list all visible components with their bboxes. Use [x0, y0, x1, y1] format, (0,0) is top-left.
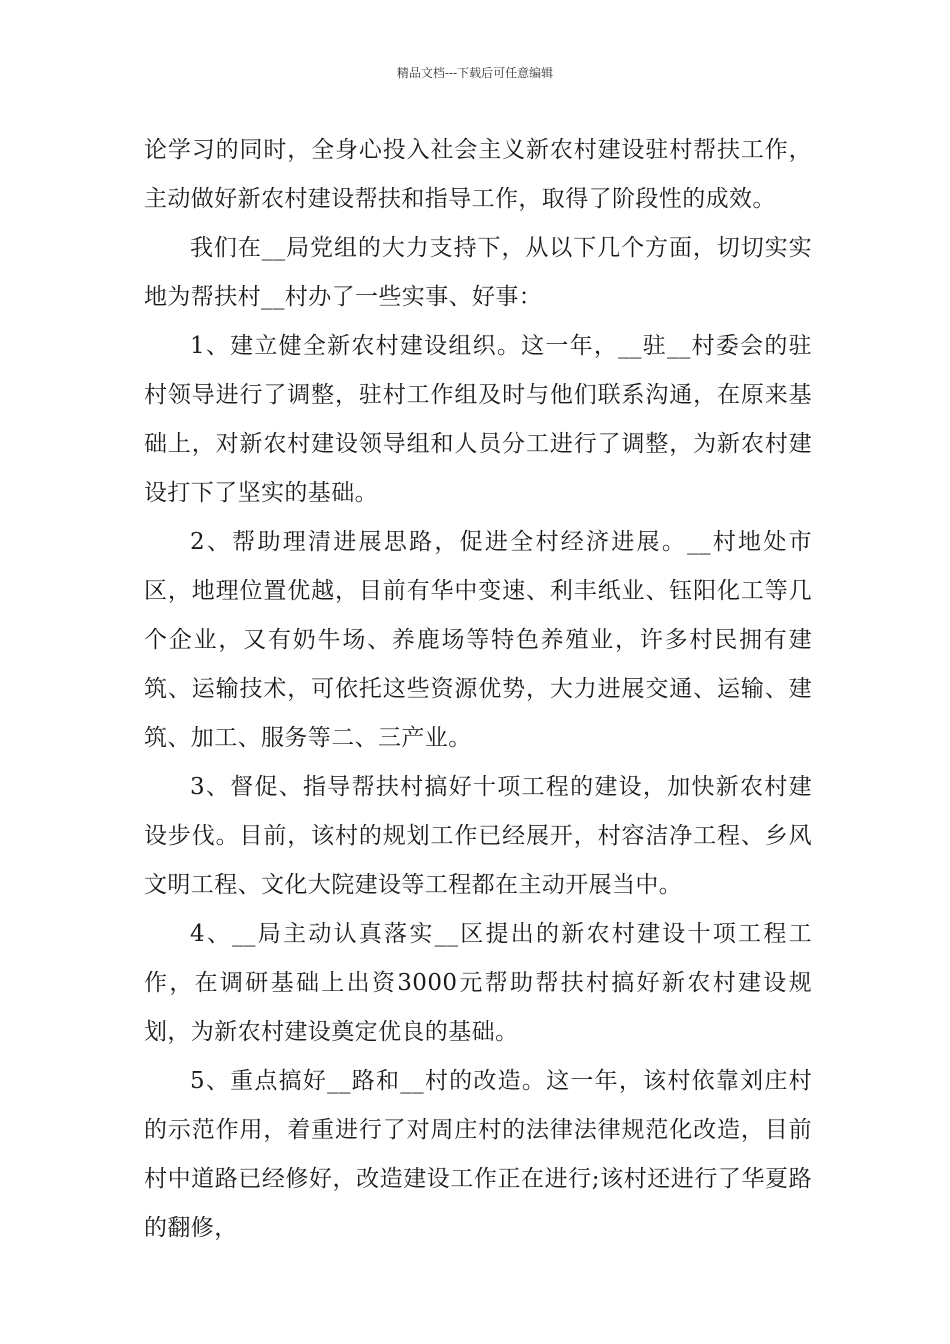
- paragraph-item-2: 2、帮助理清进展思路，促进全村经济进展。__村地处市区，地理位置优越，目前有华中变速、利丰纸业、钰阳化工等几个企业，又有奶牛场、养鹿场等特色养殖业，许多村民拥有建筑、运输技术，可依托这些资源优势，大力进展交通、运输、建筑、加工、服务等二、三产业。: [144, 529, 812, 751]
- paragraph-support: 我们在__局党组的大力支持下，从以下几个方面，切切实实地为帮扶村__村办了一些实事、好事：: [144, 235, 812, 310]
- paragraph-item-3: 3、督促、指导帮扶村搞好十项工程的建设，加快新农村建设步伐。目前，该村的规划工作已经展开，村容洁净工程、乡风文明工程、文化大院建设等工程都在主动开展当中。: [144, 774, 812, 898]
- document-body: [144, 126, 812, 1253]
- paragraph-item-4: 4、__局主动认真落实__区提出的新农村建设十项工程工作，在调研基础上出资3000元帮助帮扶村搞好新农村建设规划，为新农村建设奠定优良的基础。: [144, 921, 812, 1045]
- paragraph-item-1: 1、建立健全新农村建设组织。这一年，__驻__村委会的驻村领导进行了调整，驻村工作组及时与他们联系沟通，在原来基础上，对新农村建设领导组和人员分工进行了调整，为新农村建设打下了坚实的基础。: [144, 333, 812, 506]
- paragraph-intro-continuation: 论学习的同时，全身心投入社会主义新农村建设驻村帮扶工作，主动做好新农村建设帮扶和指导工作，取得了阶段性的成效。: [144, 137, 812, 212]
- page-header: 精品文档---下载后可任意编辑: [396, 66, 554, 80]
- paragraph-item-5: 5、重点搞好__路和__村的改造。这一年，该村依靠刘庄村的示范作用，着重进行了对周庄村的法律法律规范化改造，目前村中道路已经修好，改造建设工作正在进行;该村还进行了华夏路的翻修，: [144, 1068, 812, 1241]
